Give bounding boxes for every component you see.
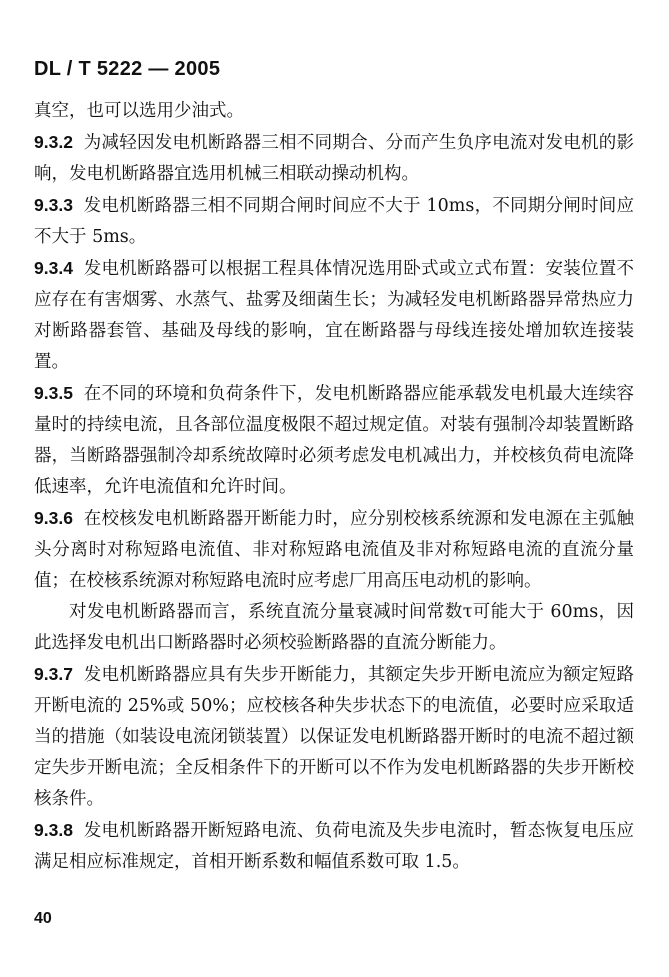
clause-9-3-5 [34, 378, 634, 503]
clause-text: 发电机断路器应具有失步开断能力，其额定失步开断电流应为额定短路开断电流的 25%或 50%；应校核各种失步状态下的电流值，必要时应采取适当的措施（如装设电流闭锁装置）以保证发电机断路器开断时的电流不超过额定失步开断电流；全反相条件下的开断可以不作为发电机断路器的失步开断校核条件。 [34, 665, 634, 809]
clause-number: 9.3.2 [34, 132, 73, 152]
clause-text: 发电机断路器开断短路电流、负荷电流及失步电流时，暂态恢复电压应满足相应标准规定，首相开断系数和幅值系数可取 1.5。 [34, 821, 634, 872]
clause-9-3-6-continuation [34, 597, 634, 659]
clause-text: 发电机断路器三相不同期合闸时间应不大于 10ms，不同期分闸时间应不大于 5ms。 [34, 196, 634, 247]
clause-number: 9.3.6 [34, 508, 73, 528]
paragraph-text: 对发电机断路器而言，系统直流分量衰减时间常数τ可能大于 60ms，因此选择发电机出口断路器时必须校验断路器的直流分断能力。 [34, 602, 634, 653]
standard-code-header: DL / T 5222 — 2005 [34, 58, 221, 80]
clause-9-3-7 [34, 659, 634, 815]
clause-text: 为减轻因发电机断路器三相不同期合、分而产生负序电流对发电机的影响，发电机断路器宜选用机械三相联动操动机构。 [34, 133, 634, 184]
clause-number: 9.3.7 [34, 664, 73, 684]
clause-9-3-4 [34, 253, 634, 378]
intro-paragraph: 真空，也可以选用少油式。 [34, 101, 244, 121]
clause-number: 9.3.3 [34, 195, 73, 215]
page-number: 40 [34, 910, 52, 927]
document-body [34, 96, 634, 878]
clause-9-3-6 [34, 503, 634, 597]
clause-text: 在不同的环境和负荷条件下，发电机断路器应能承载发电机最大连续容量时的持续电流，且各部位温度极限不超过规定值。对装有强制冷却装置断路器，当断路器强制冷却系统故障时必须考虑发电机减出力，并校核负荷电流降低速率，允许电流值和允许时间。 [34, 384, 634, 497]
clause-9-3-3 [34, 190, 634, 253]
clause-number: 9.3.5 [34, 383, 73, 403]
clause-9-3-8 [34, 815, 634, 878]
clause-text: 发电机断路器可以根据工程具体情况选用卧式或立式布置：安装位置不应存在有害烟雾、水蒸气、盐雾及细菌生长；为减轻发电机断路器异常热应力对断路器套管、基础及母线的影响，宜在断路器与母线连接处增加软连接装置。 [34, 259, 634, 372]
clause-number: 9.3.4 [34, 258, 73, 278]
clause-9-3-2 [34, 127, 634, 190]
clause-number: 9.3.8 [34, 820, 73, 840]
clause-text: 在校核发电机断路器开断能力时，应分别校核系统源和发电源在主弧触头分离时对称短路电流值、非对称短路电流值及非对称短路电流的直流分量值；在校核系统源对称短路电流时应考虑厂用高压电动机的影响。 [34, 509, 634, 591]
